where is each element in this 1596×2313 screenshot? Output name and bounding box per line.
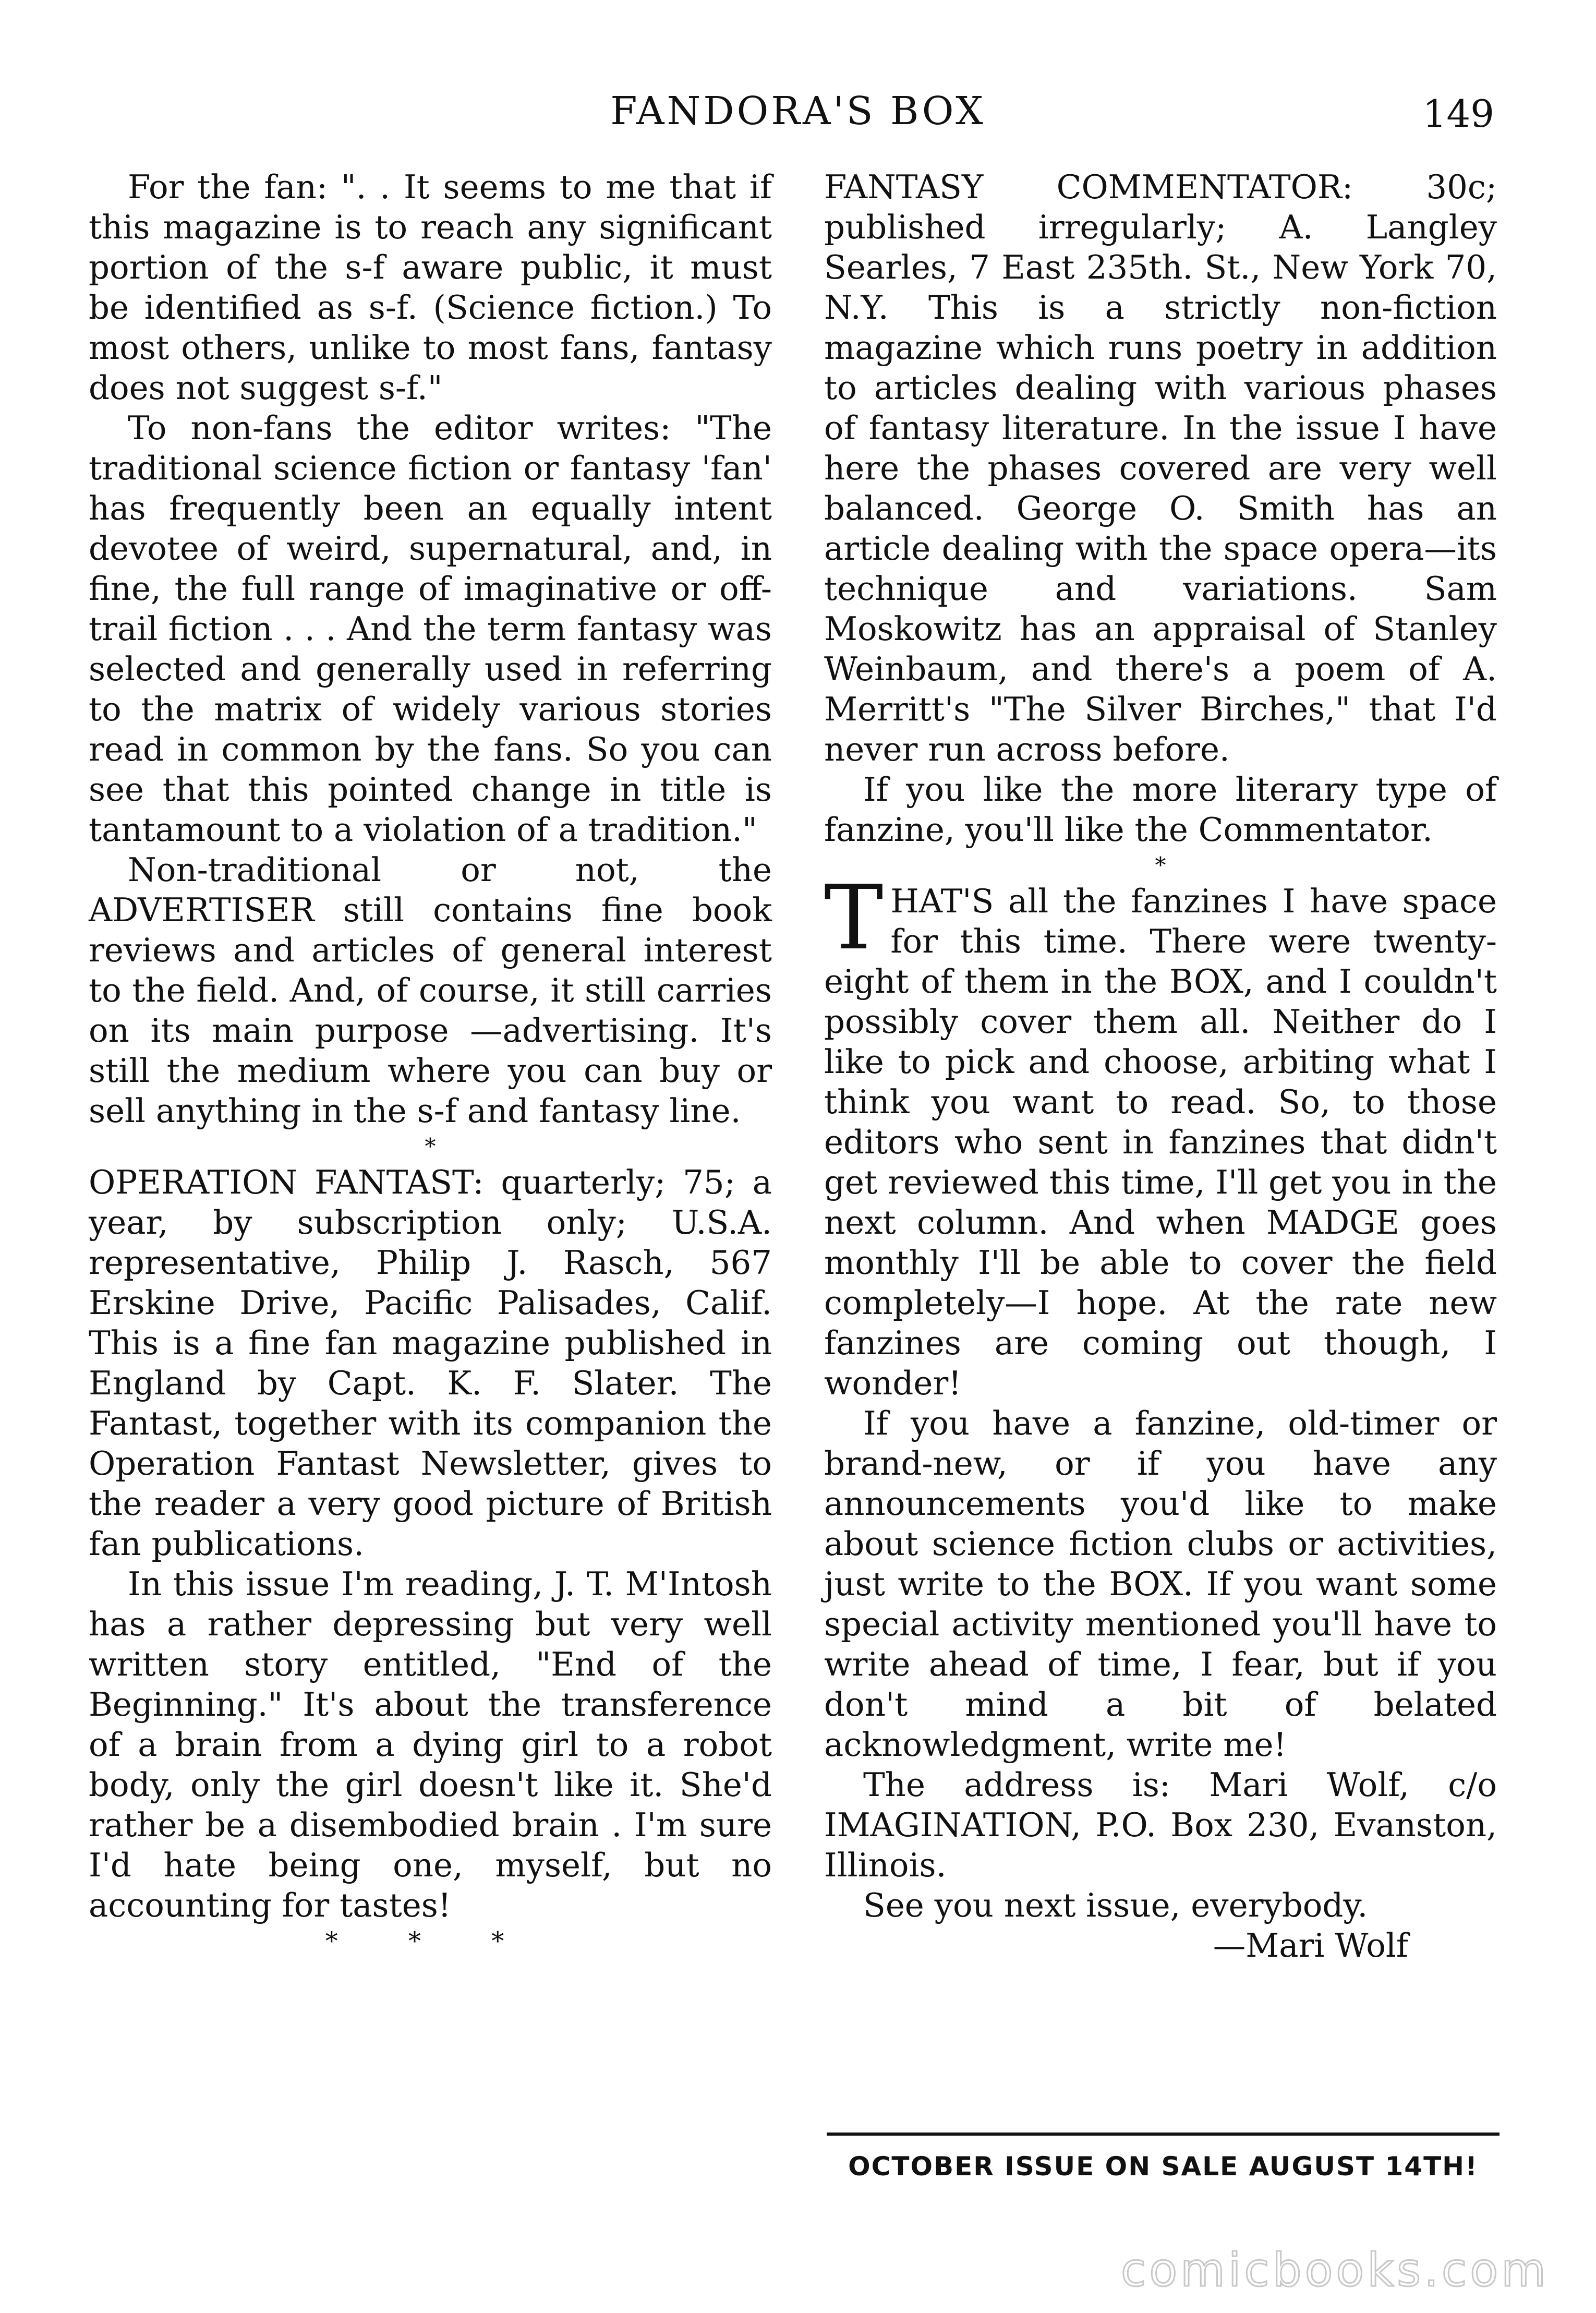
paragraph-address: The address is: Mari Wolf, c/o IMAGINATION, P.O. Box 230, Evanston, Illinois. <box>824 1766 1497 1884</box>
drop-cap: T <box>824 866 884 970</box>
watermark: comicbooks.com <box>1120 2243 1549 2297</box>
paragraph-fan-quote: For the fan: ". . It seems to me that if this magazine is to reach any significant portion of the s-f aware public, it must be identified as s-f. (Science fiction.) To most others, unlike to most fans, fantasy does not suggest s-f." <box>89 168 772 407</box>
right-column <box>824 167 1497 1966</box>
paragraph-advertiser: Non-traditional or not, the ADVERTISER still contains fine book reviews and articles of general interest to the field. And, of course, it still carries on its main purpose —advertising. It's still the medium where you can buy or sell anything in the s-f and fantasy line. <box>89 851 772 1130</box>
paragraph-see-you: See you next issue, everybody. <box>863 1886 1368 1924</box>
end-separator: * * * <box>325 1926 536 1956</box>
closing-section <box>824 866 1497 1403</box>
paragraph-non-fans: To non-fans the editor writes: "The traditional science fiction or fantasy 'fan' has frequently been an equally intent devotee of weird, supernatural, and, in fine, the full range of imaginative or off-trail fiction . . . And the term fantasy was selected and generally used in referring to the matrix of widely various stories read in common by the fans. So you can see that this pointed change in title is tantamount to a violation of a tradition." <box>89 409 772 849</box>
paragraph-fanzine-request: If you have a fanzine, old-timer or brand-new, or if you have any announcements you'd like to make about science fiction clubs or activities, just write to the BOX. If you want some special activity mentioned you'll have to write ahead of time, I fear, but if you don't mind a bit of belated acknowledgment, write me! <box>824 1404 1497 1764</box>
paragraph-operation-fantast: OPERATION FANTAST: quarterly; 75; a year, by subscription only; U.S.A. representative, Philip J. Rasch, 567 Erskine Drive, Pacific Palisades, Calif. This is a fine fan magazine published in England by Capt. K. F. Slater. The Fantast, together with its companion the Operation Fantast Newsletter, gives to the reader a very good picture of British fan publications. <box>89 1163 772 1563</box>
section-separator: * <box>425 1134 436 1159</box>
section-separator: * <box>1155 852 1166 878</box>
running-title: FANDORA'S BOX <box>610 89 986 134</box>
paragraph-literary-type: If you like the more literary type of fanzine, you'll like the Commentator. <box>824 770 1497 849</box>
paragraph-mintosh-story: In this issue I'm reading, J. T. M'Intosh has a rather depressing but very well written story entitled, "End of the Beginning." It's about the transference of a brain from a dying girl to a robot body, only the girl doesn't like it. She'd rather be a disembodied brain . I'm sure I'd hate being one, myself, but no accounting for tastes! <box>89 1565 772 1924</box>
page-number: 149 <box>1422 92 1494 136</box>
signature-rule <box>827 2133 1500 2136</box>
paragraph-fantasy-commentator: FANTASY COMMENTATOR: 30c; published irregularly; A. Langley Searles, 7 East 235th. St., New York 70, N.Y. This is a strictly non-fiction magazine which runs poetry in addition to articles dealing with various phases of fantasy literature. In the issue I have here the phases covered are very well balanced. George O. Smith has an article dealing with the space opera—its technique and variations. Sam Moskowitz has an appraisal of Stanley Weinbaum, and there's a poem of A. Merritt's "The Silver Birches," that I'd never run across before. <box>824 168 1497 768</box>
paragraph-thats-all: HAT'S all the fanzines I have space for this time. There were twenty-eight of them in the BOX, and I couldn't possibly cover them all. Neither do I like to pick and choose, arbiting what I think you want to read. So, to those editors who sent in fanzines that didn't get reviewed this time, I'll get you in the next column. And when MADGE goes monthly I'll be able to cover the field completely—I hope. At the rate new fanzines are coming out though, I wonder! <box>824 882 1497 1402</box>
page-header <box>0 89 1596 146</box>
issue-notice: OCTOBER ISSUE ON SALE AUGUST 14TH! <box>848 2151 1478 2182</box>
author-signature: —Mari Wolf <box>1213 1926 1408 1965</box>
left-column <box>89 167 772 1957</box>
